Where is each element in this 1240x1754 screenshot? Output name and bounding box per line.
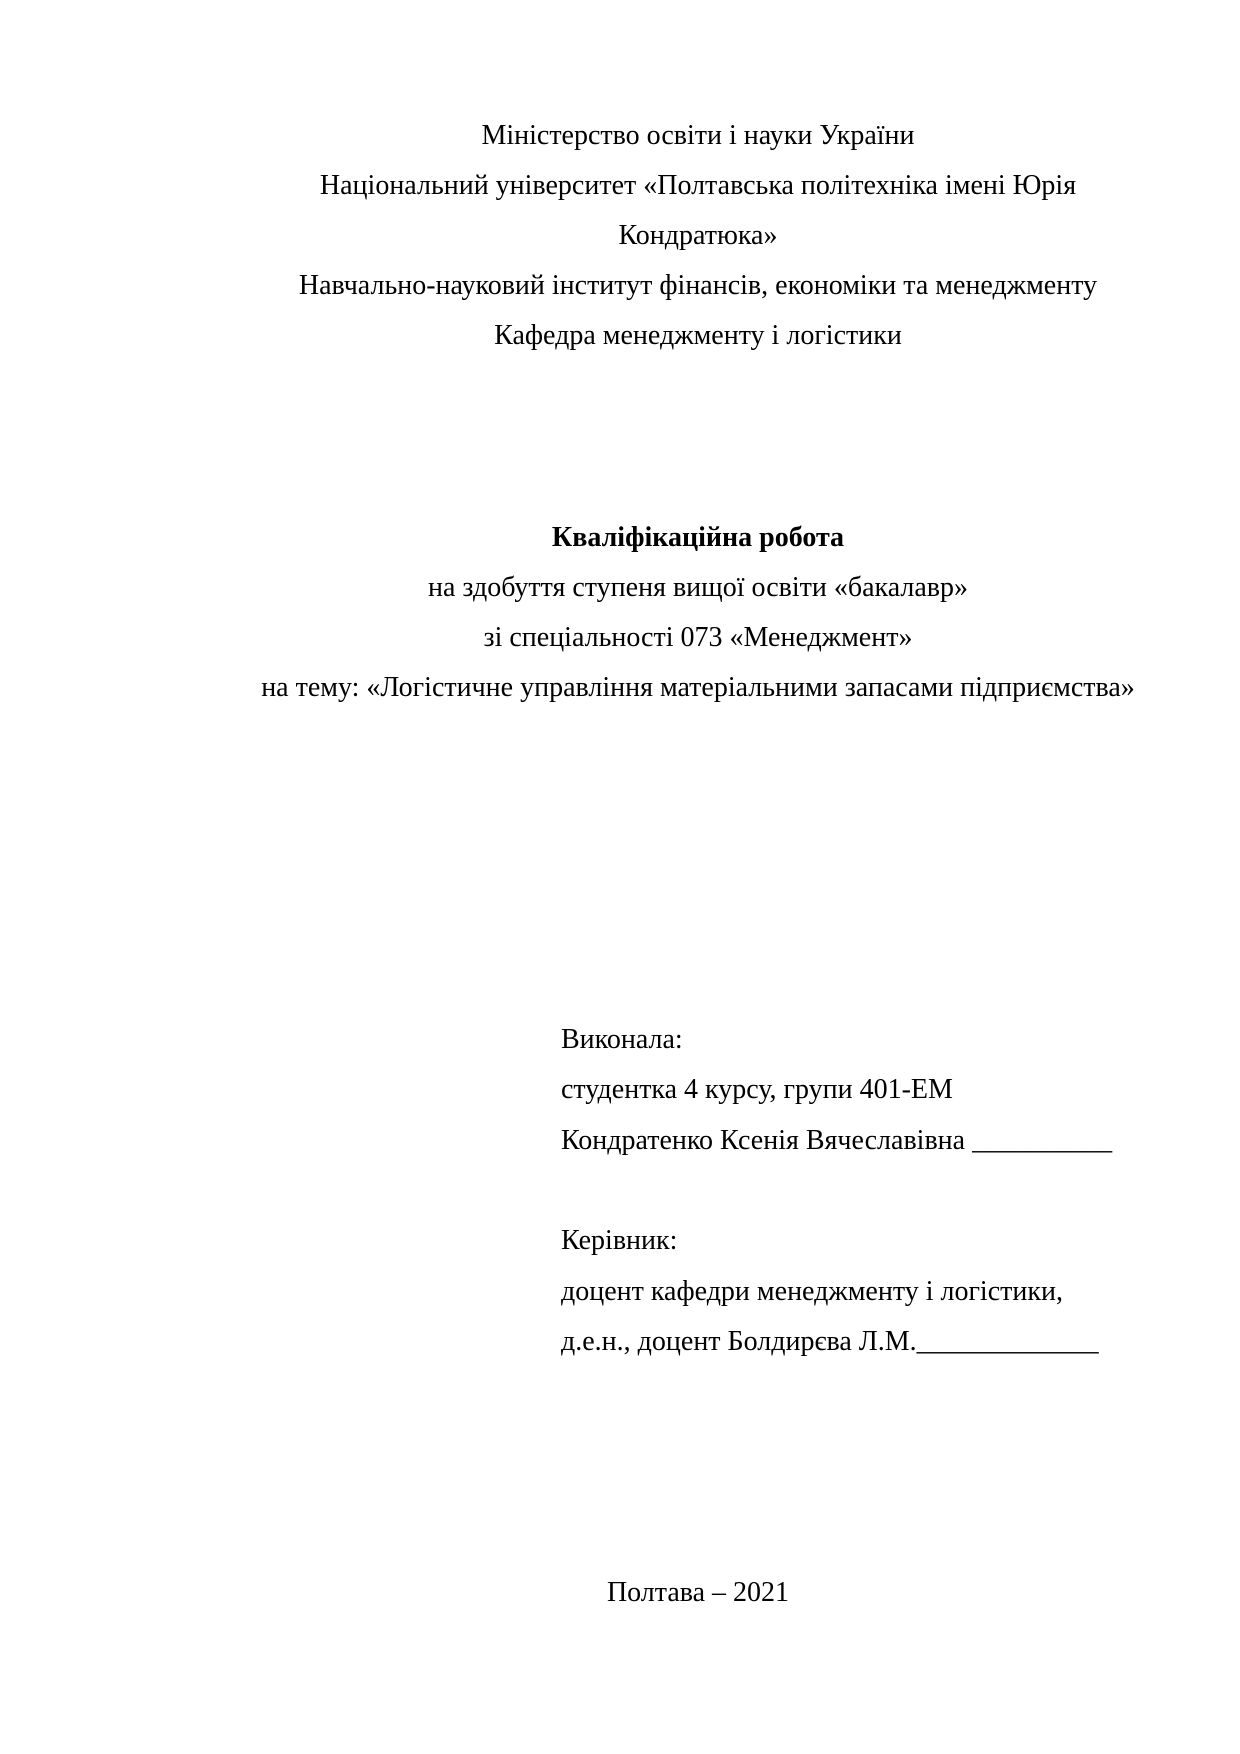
degree-line: на здобуття ступеня вищої освіти «бакалавр»: [428, 572, 968, 603]
supervisor-position: доцент кафедри менеджменту і логістики,: [561, 1276, 1063, 1307]
city-year: Полтава – 2021: [606, 1577, 790, 1608]
topic-line: на тему: «Логістичне управління матеріальними запасами підприємства»: [261, 672, 1135, 703]
author-info: студентка 4 курсу, групи 401-ЕМ: [561, 1074, 953, 1105]
ministry-line: Міністерство освіти і науки України: [481, 120, 915, 151]
specialty-line: зі спеціальності 073 «Менеджмент»: [483, 622, 913, 653]
author-label: Виконала:: [561, 1024, 683, 1055]
department-line: Кафедра менеджменту і логістики: [494, 320, 902, 351]
university-line-1: Національний університет «Полтавська політехніка імені Юрія: [319, 170, 1077, 201]
supervisor-name: д.е.н., доцент Болдирєва Л.М._____________: [561, 1326, 1099, 1357]
document-title: Кваліфікаційна робота: [551, 522, 845, 553]
university-line-2: Кондратюка»: [618, 220, 778, 251]
author-name: Кондратенко Ксенія Вячеславівна __________: [561, 1125, 1113, 1156]
supervisor-label: Керівник:: [561, 1225, 678, 1256]
institute-line: Навчально-науковий інститут фінансів, економіки та менеджменту: [298, 270, 1098, 301]
